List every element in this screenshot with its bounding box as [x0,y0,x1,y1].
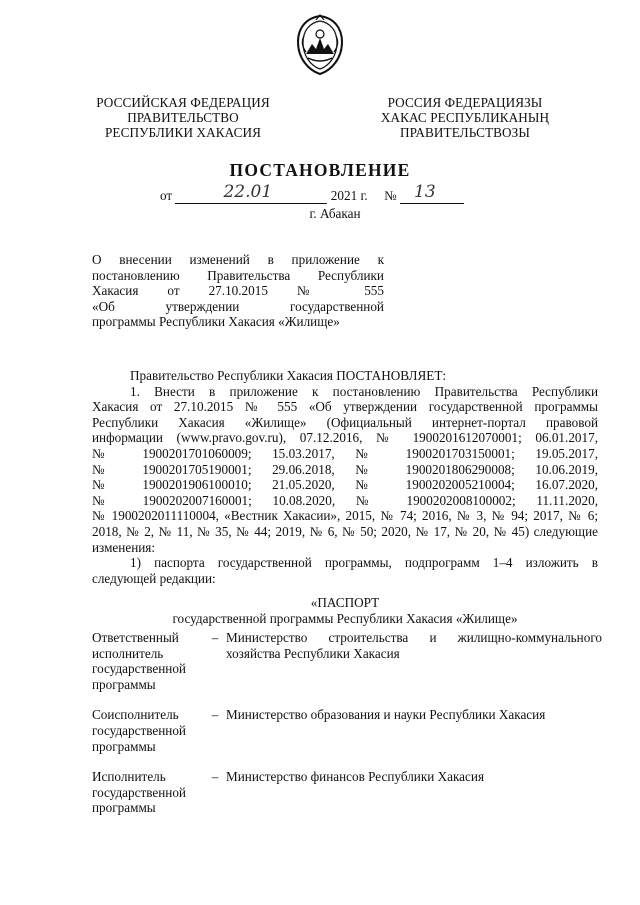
passport-subtitle: государственной программы Республики Хакасия «Жилище» [172,610,518,626]
passport-row-dash: – [211,769,219,785]
point1-line-4: информации (www.pravo.gov.ru), 07.12.2016, № 1900201612070001; 06.01.2017, [92,430,598,446]
header-left-line-3: РЕСПУБЛИКИ ХАКАСИЯ [105,125,261,140]
header-left-line-2: ПРАВИТЕЛЬСТВО [127,110,239,125]
date-number-line [160,182,464,204]
about-line-1: О внесении изменений в приложение к [92,252,384,267]
point1-line-3: Республики Хакасия «Жилище» (Официальный интернет-портал правовой [92,414,598,430]
about-line-4: «Об утверждении государственной [92,298,384,314]
header-right [370,95,560,140]
header-left-line-1: РОССИЙСКАЯ ФЕДЕРАЦИЯ [96,95,270,110]
passport-row-value: Министерство строительства и жилищно-коммунального хозяйства Республики Хакасия [226,630,602,661]
coat-of-arms-emblem [292,14,348,76]
decree-intro: Правительство Республики Хакасия ПОСТАНОВЛЯЕТ: [130,368,447,383]
body-text [92,368,598,627]
point1-line-6: № 1900201705190001; 29.06.2018, № 1900201806290008; 10.06.2019, [92,461,598,477]
sub1-line-1: 1) паспорта государственной программы, подпрограмм 1–4 изложить в [130,555,598,571]
passport-row [92,769,602,816]
passport-row-value: Министерство финансов Республики Хакасия [226,769,485,785]
header-right-line-2: ХАКАС РЕСПУБЛИКАНЫҢ [380,110,550,125]
passport-row-value: Министерство образования и науки Республики Хакасия [226,707,546,723]
header-right-line-1: РОССИЯ ФЕДЕРАЦИЯЗЫ [387,95,543,110]
point1-line-2: Хакасия от 27.10.2015 № 555 «Об утверждении государственной программы [92,399,598,415]
passport-row [92,630,602,692]
about-line-3: Хакасия от 27.10.2015 № 555 [92,283,384,299]
about-line-5: программы Республики Хакасия «Жилище» [92,314,340,330]
point1-line-10: 2018, № 2, № 11, № 35, № 44; 2019, № 6, № 50; 2020, № 17, № 20, № 45) следующие [92,523,598,539]
date-field [175,182,327,204]
passport-row [92,707,602,754]
handwritten-number: 13 [414,182,436,202]
passport-row-label: Исполнитель государственной программы [92,769,186,816]
point1-line-11: изменения: [92,539,156,555]
point1-line-9: № 1900202011110004, «Вестник Хакасии», 2015, № 74; 2016, № 3, № 94; 2017, № 6; [92,508,598,524]
passport-row-dash: – [211,707,219,723]
passport-row-dash: – [211,630,219,645]
header-left [88,95,278,140]
date-prefix: от [160,188,173,203]
passport-title: «ПАСПОРТ [310,595,380,611]
point1-line-1: 1. Внести в приложение к постановлению Правительства Республики [130,383,598,399]
point1-line-5: № 1900201701060009; 15.03.2017, № 1900201703150001; 19.05.2017, [92,445,598,461]
passport-row-label: Ответственный исполнитель государственной программы [92,630,186,692]
passport-table [92,630,602,831]
date-year: 2021 г. [330,188,368,203]
point1-line-8: № 1900202007160001; 10.08.2020, № 1900202008100002; 11.11.2020, [92,492,598,508]
handwritten-date: 22.01 [223,182,273,202]
number-sign: № [384,188,397,203]
city: г. Абакан [309,206,361,221]
passport-row-label: Соисполнитель государственной программы [92,707,186,754]
number-field [400,182,464,204]
document-title: ПОСТАНОВЛЕНИЕ [229,160,411,180]
point1-line-7: № 1900201906100010; 21.05.2020, № 1900202005210004; 16.07.2020, [92,477,598,493]
sub1-line-2: следующей редакции: [92,570,216,586]
header-right-line-3: ПРАВИТЕЛЬСТВОЗЫ [400,125,530,140]
about-line-2: постановлению Правительства Республики [92,267,384,283]
about-block [92,252,384,330]
